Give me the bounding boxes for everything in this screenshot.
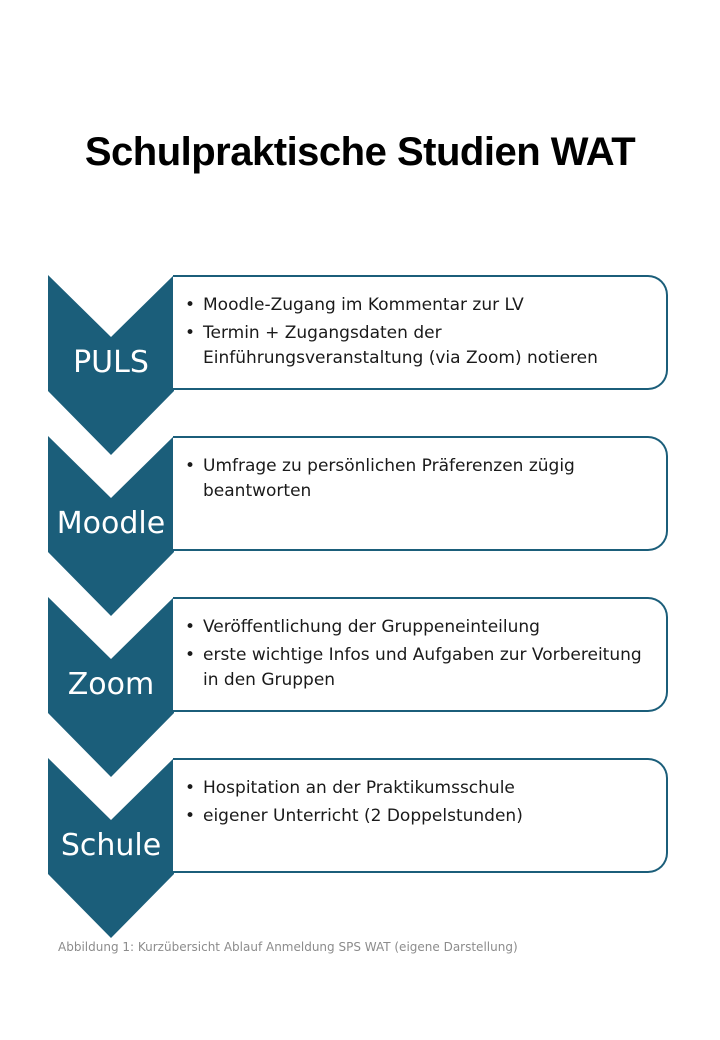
step-details-box [173, 436, 668, 551]
step-label: Schule [60, 828, 162, 863]
chevron-arrow [48, 275, 174, 455]
step-zoom [48, 597, 672, 777]
step-schule [48, 758, 672, 938]
step-label: Zoom [67, 667, 155, 702]
bullet-list [185, 776, 654, 829]
step-details-box [173, 597, 668, 712]
chevron-arrow [48, 758, 174, 938]
chevron-arrow [48, 436, 174, 616]
step-label: Moodle [56, 506, 166, 541]
bullet-item: • Moodle-Zugang im Kommentar zur LV [185, 293, 654, 318]
step-moodle [48, 436, 672, 616]
bullet-list [185, 293, 654, 371]
bullet-item: • Veröffentlichung der Gruppeneinteilung [185, 615, 654, 640]
diagram-title: Schulpraktische Studien WAT [84, 130, 636, 174]
bullet-list [185, 454, 654, 504]
bullet-item: • erste wichtige Infos und Aufgaben zur Vorbereitung in den Gruppen [185, 643, 654, 693]
chevron-arrow [48, 597, 174, 777]
bullet-item: • eigener Unterricht (2 Doppelstunden) [185, 804, 654, 829]
bullet-item: • Hospitation an der Praktikumsschule [185, 776, 654, 801]
bullet-item: • Termin + Zugangsdaten der Einführungsveranstaltung (via Zoom) notieren [185, 321, 654, 371]
step-details-box [173, 758, 668, 873]
step-puls [48, 275, 672, 455]
step-details-box [173, 275, 668, 390]
bullet-list [185, 615, 654, 693]
bullet-item: • Umfrage zu persönlichen Präferenzen zügig beantworten [185, 454, 654, 504]
figure-caption: Abbildung 1: Kurzübersicht Ablauf Anmeldung SPS WAT (eigene Darstellung) [58, 940, 518, 954]
step-label: PULS [73, 345, 149, 380]
